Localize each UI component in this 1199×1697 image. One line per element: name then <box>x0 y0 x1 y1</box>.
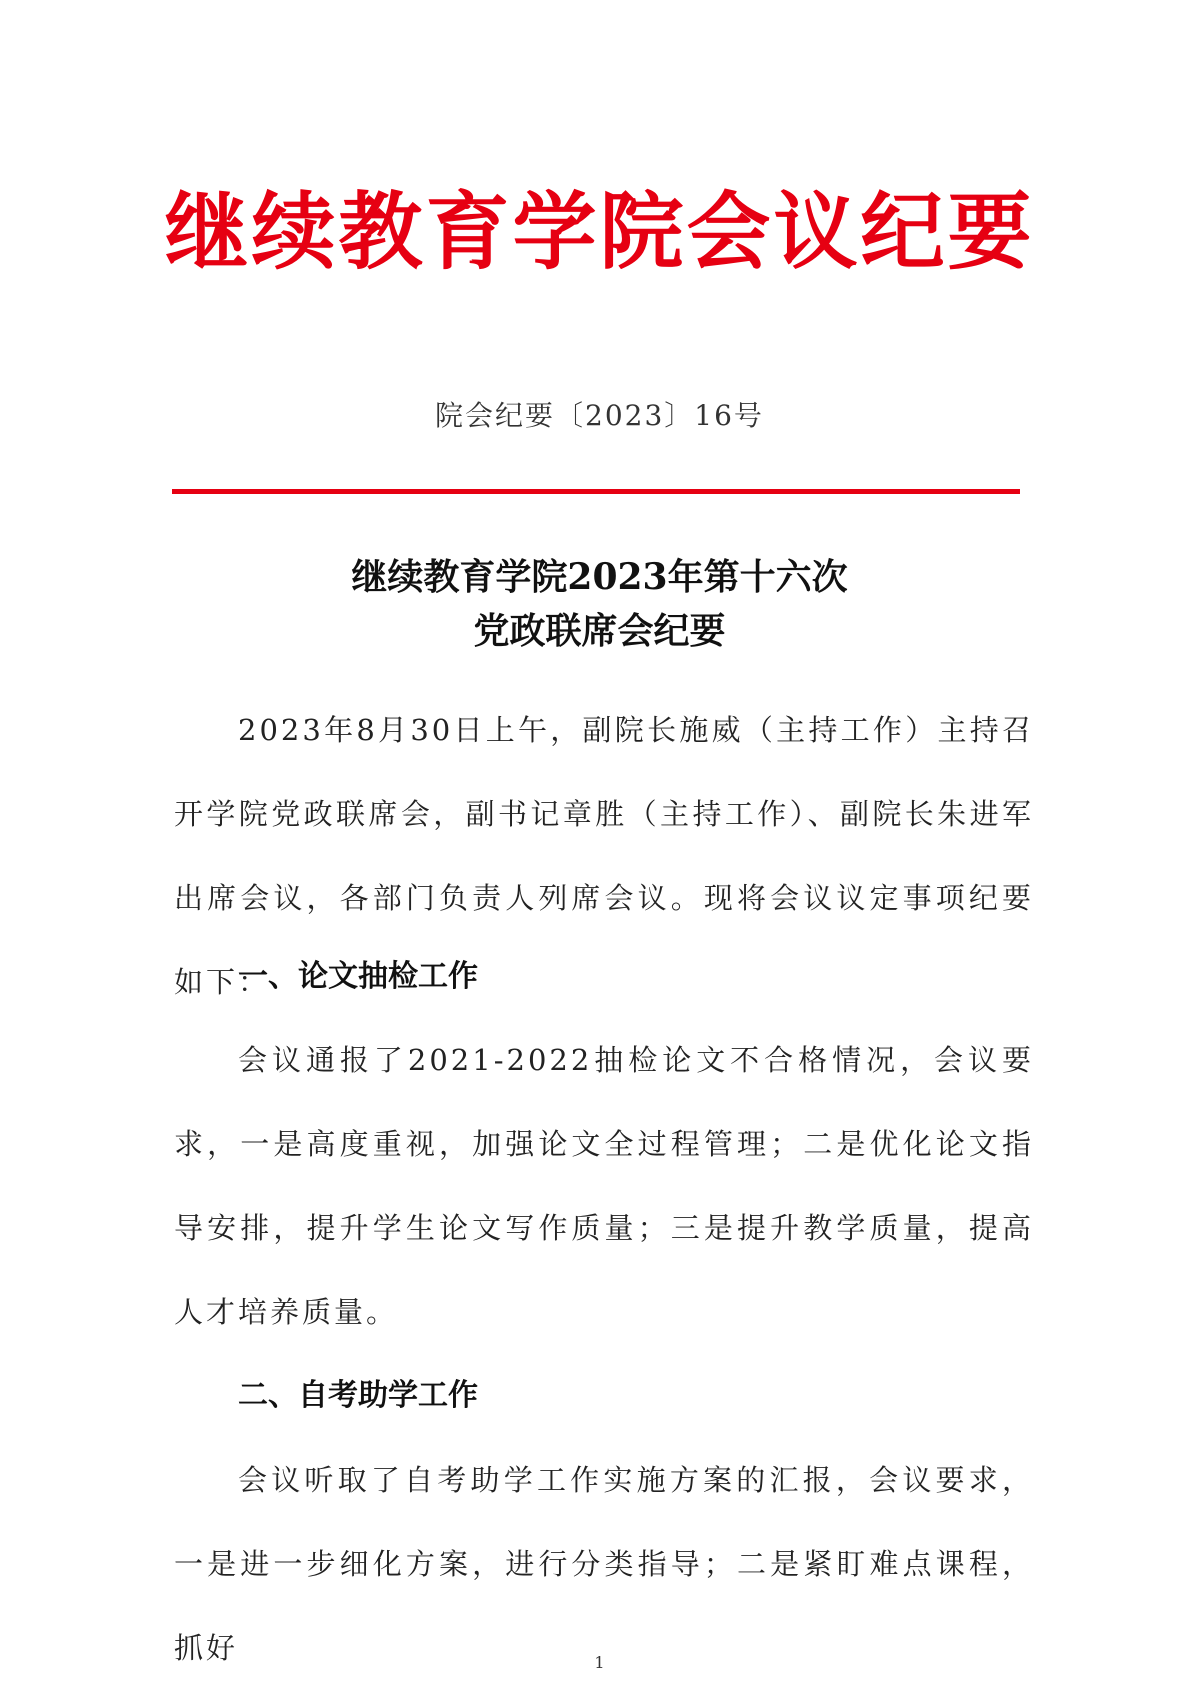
document-title-line-2: 党政联席会纪要 <box>473 610 726 652</box>
document-number: 院会纪要〔2023〕16号 <box>435 399 764 432</box>
section-2-body: 会议听取了自考助学工作实施方案的汇报，会议要求，一是进一步细化方案，进行分类指导；二是紧盯难点课程，抓好 <box>174 1463 1034 1665</box>
section-1-body: 会议通报了2021-2022抽检论文不合格情况，会议要求，一是高度重视，加强论文全过程管理；二是优化论文指导安排，提升学生论文写作质量；三是提升教学质量，提高人才培养质量。 <box>174 1043 1034 1329</box>
section-1-heading: 一、论文抽检工作 <box>238 959 478 994</box>
intro-paragraph: 2023年8月30日上午，副院长施威（主持工作）主持召开学院党政联席会，副书记章胜（主持工作）、副院长朱进军出席会议，各部门负责人列席会议。现将会议议定事项纪要如下： <box>174 713 1034 999</box>
document-title-line-1: 继续教育学院2023年第十六次 <box>351 556 848 598</box>
section-2-heading: 二、自考助学工作 <box>238 1378 478 1413</box>
red-separator-line <box>172 489 1020 494</box>
masthead: 继续教育学院会议纪要 <box>164 183 1035 281</box>
page-number: 1 <box>594 1653 605 1672</box>
